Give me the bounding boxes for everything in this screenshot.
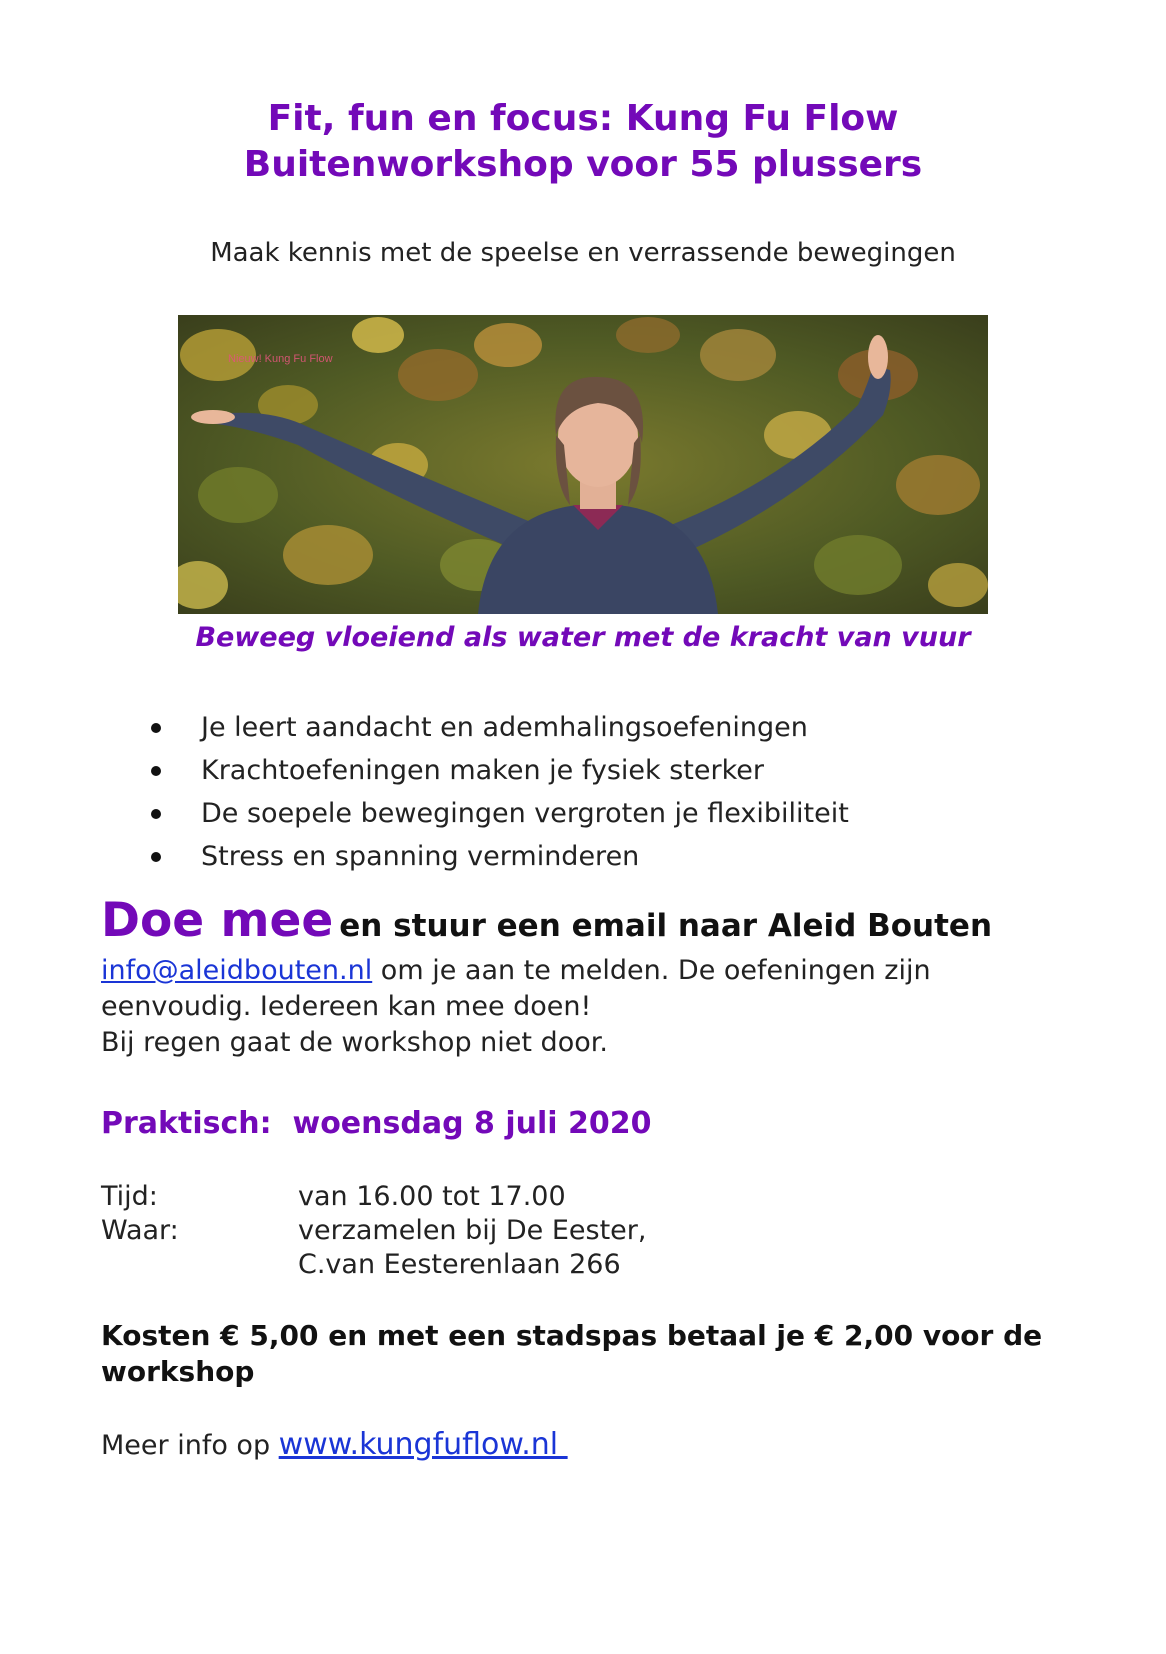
location-label: Waar: xyxy=(101,1215,179,1246)
photo-overlay-text: Nieuw! Kung Fu Flow xyxy=(228,353,333,365)
flyer-title xyxy=(0,96,1166,188)
rain-notice: Bij regen gaat de workshop niet door. xyxy=(101,1027,608,1058)
list-item xyxy=(140,792,849,835)
website-link[interactable]: www.kungfuflow.nl xyxy=(278,1427,568,1462)
list-item xyxy=(140,749,849,792)
cta-heading: Doe mee xyxy=(101,893,334,948)
more-info xyxy=(101,1427,568,1464)
signup-instructions: om je aan te melden. De oefeningen zijn eenvoudig. Iedereen kan mee doen! xyxy=(101,955,931,1022)
tagline: Beweeg vloeiend als water met de kracht van vuur xyxy=(195,622,971,653)
bullet-icon xyxy=(151,766,161,776)
location-value xyxy=(298,1214,646,1282)
benefits-list xyxy=(140,706,849,878)
location-row xyxy=(101,1214,646,1282)
email-link[interactable]: info@aleidbouten.nl xyxy=(101,955,373,986)
bullet-icon xyxy=(151,809,161,819)
more-info-prefix: Meer info op xyxy=(101,1430,279,1461)
location-line-2: C.van Eesterenlaan 266 xyxy=(298,1249,621,1280)
bullet-icon xyxy=(151,852,161,862)
title-line-2: Buitenworkshop voor 55 plussers xyxy=(243,144,923,185)
time-row xyxy=(101,1180,646,1214)
list-item-text: Krachtoefeningen maken je fysiek sterker xyxy=(201,755,764,786)
call-to-action xyxy=(101,893,992,949)
subtitle: Maak kennis met de speelse en verrassende bewegingen xyxy=(210,238,956,268)
price-info: Kosten € 5,00 en met een stadspas betaal je € 2,00 voor de workshop xyxy=(101,1319,1043,1388)
list-item-text: De soepele bewegingen vergroten je flexibiliteit xyxy=(201,798,849,829)
cta-subheading: en stuur een email naar Aleid Bouten xyxy=(339,908,993,944)
bullet-icon xyxy=(151,723,161,733)
event-date-heading: Praktisch: woensdag 8 juli 2020 xyxy=(101,1106,652,1141)
title-line-1: Fit, fun en focus: Kung Fu Flow xyxy=(267,98,899,139)
list-item xyxy=(140,835,849,878)
list-item xyxy=(140,706,849,749)
time-value: van 16.00 tot 17.00 xyxy=(298,1181,566,1212)
list-item-text: Je leert aandacht en ademhalingsoefeningen xyxy=(201,712,808,743)
signup-text xyxy=(101,953,1081,1061)
location-line-1: verzamelen bij De Eester, xyxy=(298,1215,647,1246)
list-item-text: Stress en spanning verminderen xyxy=(201,841,640,872)
time-label: Tijd: xyxy=(101,1181,158,1212)
workshop-photo xyxy=(178,315,988,614)
event-details xyxy=(101,1180,646,1282)
